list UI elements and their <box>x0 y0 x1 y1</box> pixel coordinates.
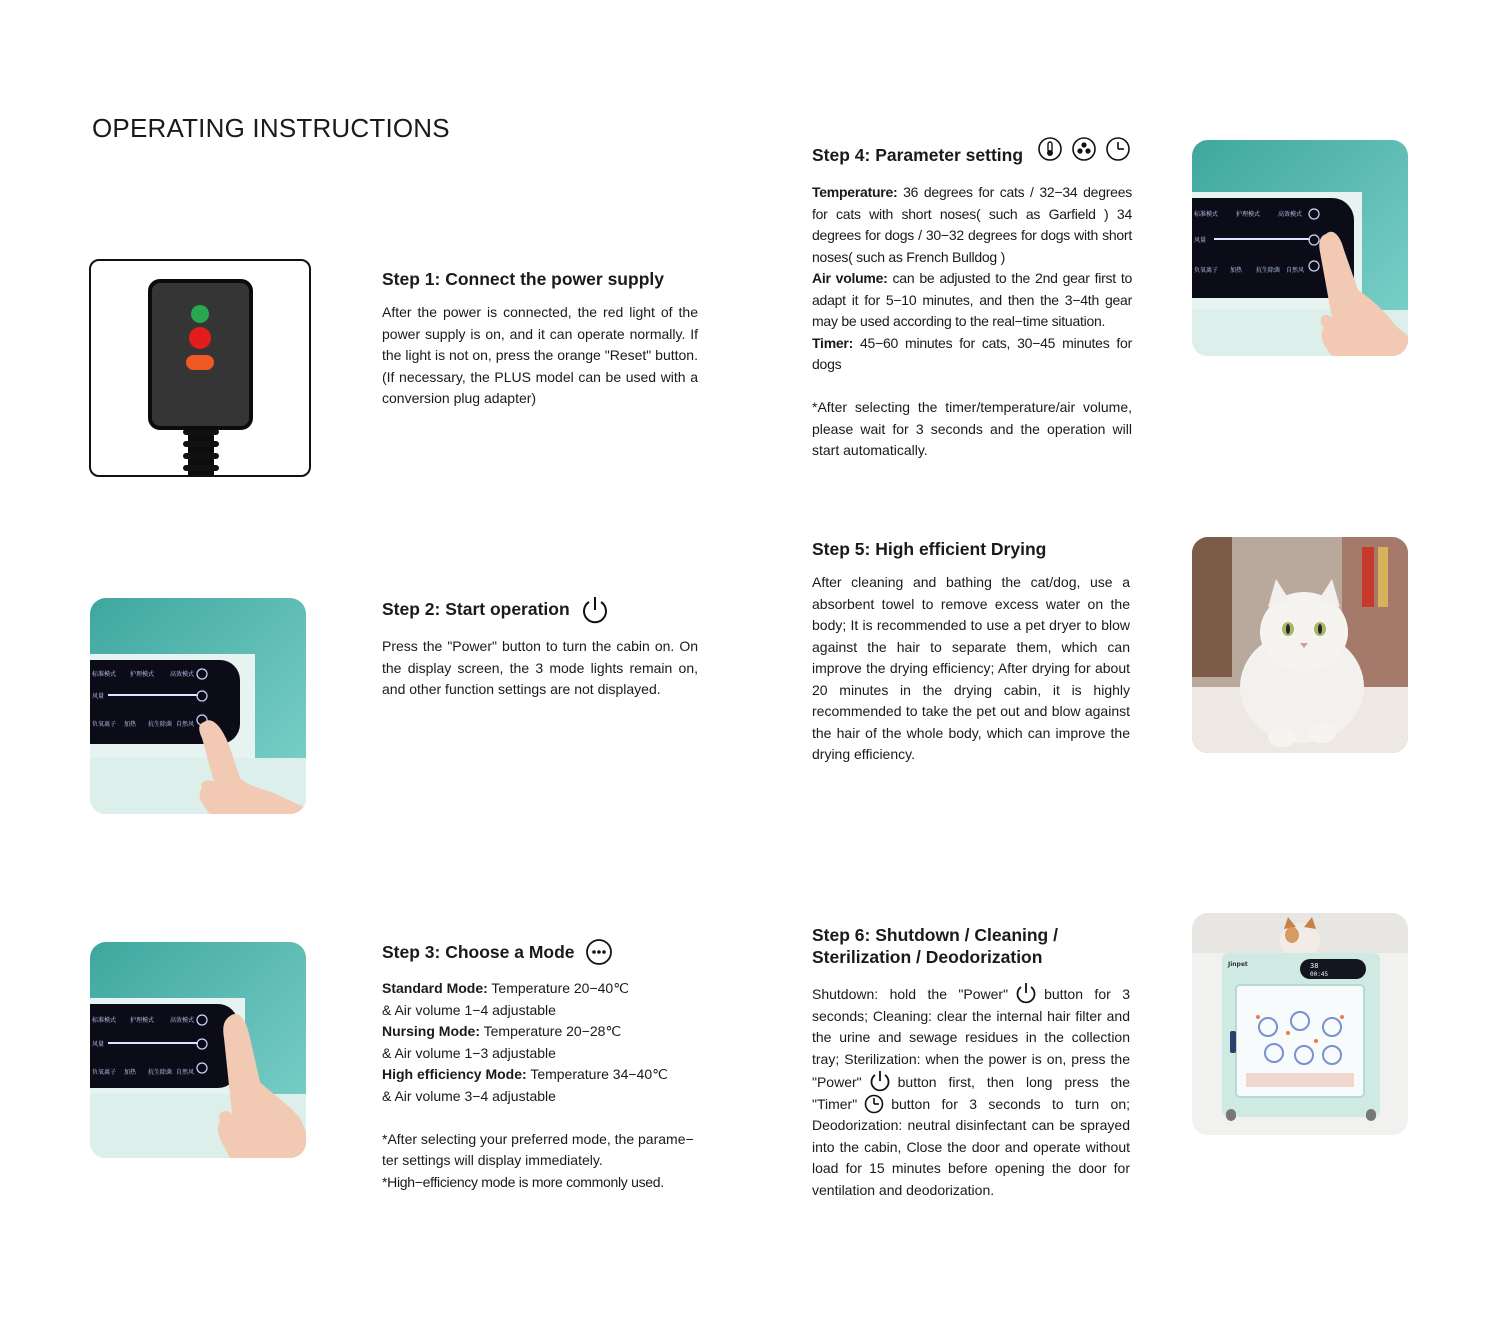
step-6 <box>812 924 1130 1201</box>
control-panel-image-step3 <box>90 942 306 1158</box>
power-supply-body <box>150 281 251 428</box>
page-title: OPERATING INSTRUCTIONS <box>92 113 450 143</box>
panel-label: 风量 <box>1194 237 1207 244</box>
step-3-note-2: *High−efficiency mode is more commonly used. <box>382 1173 664 1190</box>
panel-label: 抗生除菌 <box>148 721 173 728</box>
panel-label: 加热 <box>124 1069 137 1076</box>
panel-label: 负氧离子 <box>92 1069 117 1076</box>
step-5-body: After cleaning and bathing the cat/dog, use a absorbent towel to remove excess water on the body; It is recommended to use a pet dryer to blow against the hair to separate them, which can improve the drying efficiency; After drying for about 20 minutes in the drying cabin, it is highly recommended to take the pet out and blow against the hair of the whole body, which can improve the drying efficiency. <box>812 574 1130 762</box>
step-2-title: Step 2: Start operation <box>382 594 698 624</box>
panel-label: 加热 <box>1230 267 1243 274</box>
display-temperature: 38 <box>1310 962 1319 970</box>
reset-button[interactable] <box>186 355 214 370</box>
step-5-title: Step 5: High efficient Drying <box>812 539 1047 559</box>
step-2 <box>382 594 698 701</box>
green-light-icon <box>191 305 209 323</box>
panel-label: 抗生除菌 <box>1256 267 1281 274</box>
step-5 <box>812 538 1130 766</box>
display-timer: 00:45 <box>1310 971 1329 978</box>
drying-cabin-photo <box>1192 913 1408 1135</box>
power-icon <box>868 1070 892 1092</box>
panel-label: 自然风 <box>176 1069 195 1076</box>
step-4-note: *After selecting the timer/temperature/air volume, please wait for 3 seconds and the operation will start automatically. <box>812 399 1132 458</box>
control-panel-image-step4 <box>1192 140 1408 356</box>
fan-icon <box>1071 136 1097 162</box>
panel-label: 负氧离子 <box>92 721 117 728</box>
timer-icon <box>1105 136 1131 162</box>
panel-label: 风量 <box>92 1041 105 1048</box>
timer-icon <box>863 1094 885 1114</box>
step-1-body: After the power is connected, the red light of the power supply is on, and it can operate normally. If the light is not on, press the orange "Reset" button. (If necessary, the PLUS model can be used with a conversion plug adapter) <box>382 304 698 406</box>
control-panel-image-step2 <box>90 598 306 814</box>
red-light-icon <box>189 327 211 349</box>
step-3-modes: Standard Mode: Temperature 20−40℃ & Air volume 1−4 adjustable Nursing Mode: Temperature 20−28℃ & Air volume 1−3 adjustable High efficiency Mode: Temperature 34−40℃ & Air volume 3−4 adjustable <box>382 980 668 1104</box>
panel-label: 高效模式 <box>1278 211 1303 218</box>
step-1 <box>382 268 698 410</box>
panel-label: 负氧离子 <box>1194 267 1219 274</box>
step-3 <box>382 938 700 1193</box>
step-6-body: Shutdown: hold the "Power" button for 3 seconds; Cleaning: clear the internal hair filter and the urine and sewage residues in the collection tray; Sterilization: when the power is on, press the "Power" button first, then long press the "Timer" button for 3 seconds to turn on; Deodorization: neutral disinfectant can be sprayed into the cabin, Close the door and operate without load for 15 minutes before opening the door for ventilation and deodorization. <box>812 982 1130 1201</box>
panel-label: 风量 <box>92 693 105 700</box>
thermometer-icon <box>1037 136 1063 162</box>
power-icon <box>1014 982 1038 1004</box>
panel-label: 护理模式 <box>1236 211 1261 218</box>
panel-label: 加热 <box>124 721 137 728</box>
cabin-brand: Jinpet <box>1228 961 1248 968</box>
panel-label: 标准模式 <box>1194 211 1219 218</box>
panel-label: 高效模式 <box>170 671 195 678</box>
step-6-title: Step 6: Shutdown / Cleaning / Sterilization / Deodorization <box>812 925 1058 967</box>
step-3-title: Step 3: Choose a Mode <box>382 938 700 966</box>
panel-label: 高效模式 <box>170 1017 195 1024</box>
step-4-title: Step 4: Parameter setting <box>812 132 1132 166</box>
step-1-title: Step 1: Connect the power supply <box>382 269 664 289</box>
step-4-params: Temperature: 36 degrees for cats / 32−34 degrees for cats with short noses( such as Garfield ) 34 degrees for dogs / 30−32 degrees for dogs with short noses( such as French Bulldog ) Air volume: can be adjusted to the 2nd gear first to adapt it for 5−10 minutes, and then the 3−4th gear may be used according to the real−time situation. Timer: 45−60 minutes for cats, 30−45 minutes for dogs <box>812 184 1133 372</box>
power-icon <box>580 594 610 624</box>
panel-label: 标准模式 <box>92 1017 117 1024</box>
mode-dots-icon <box>585 938 613 966</box>
step-2-body: Press the "Power" button to turn the cabin on. On the display screen, the 3 mode lights remain on, and other function settings are not displayed. <box>382 638 698 697</box>
panel-label: 自然风 <box>176 721 195 728</box>
panel-label: 自然风 <box>1286 267 1305 274</box>
cat-photo <box>1192 537 1408 753</box>
panel-label: 标准模式 <box>92 671 117 678</box>
power-adapter-image <box>89 259 311 477</box>
panel-label: 抗生除菌 <box>148 1069 173 1076</box>
step-4 <box>812 132 1132 462</box>
panel-label: 护理模式 <box>130 671 155 678</box>
step-3-note: *After selecting your preferred mode, the parame− ter settings will display immediately. <box>382 1130 694 1168</box>
panel-label: 护理模式 <box>130 1017 155 1024</box>
